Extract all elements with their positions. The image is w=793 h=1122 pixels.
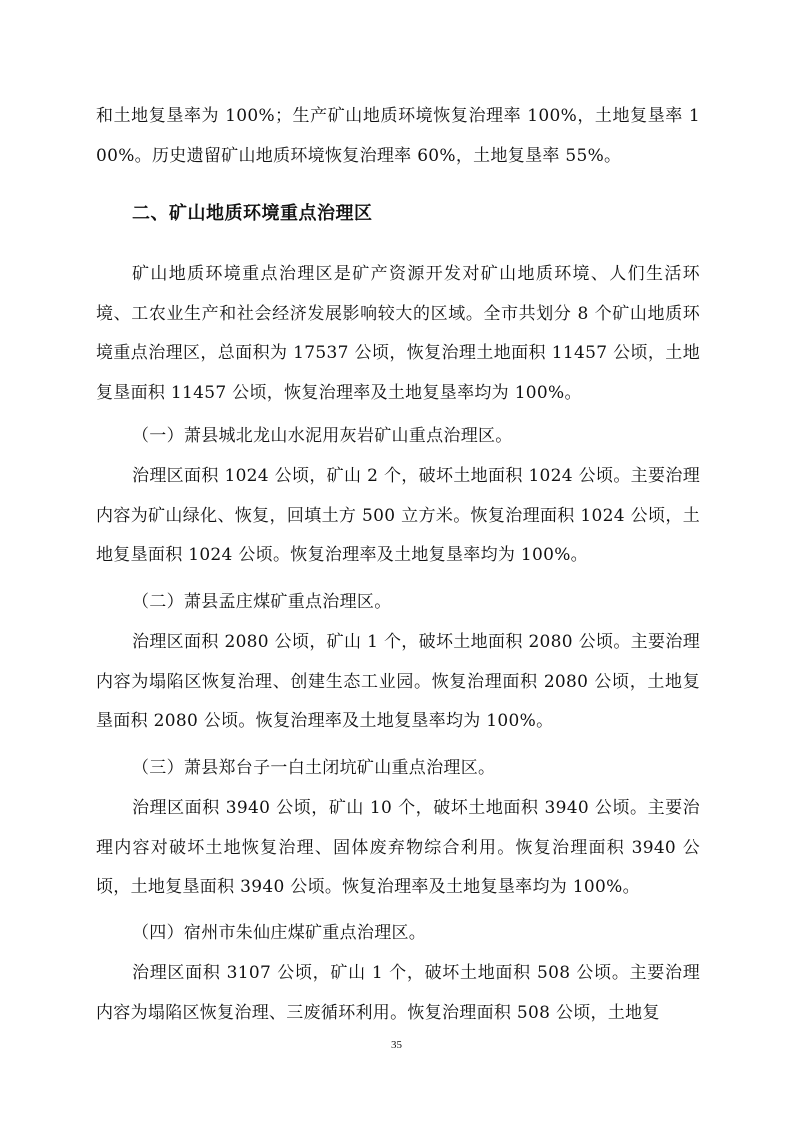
zone-body-3	[96, 789, 700, 908]
page-number: 35	[391, 1039, 402, 1051]
zone-title-2: （二）萧县孟庄煤矿重点治理区。	[132, 592, 392, 612]
zone-body-2	[96, 623, 700, 742]
paragraph-text: 矿山地质环境重点治理区是矿产资源开发对矿山地质环境、人们生活环境、工农业生产和社会经济发展影响较大的区域。全市共划分 8 个矿山地质环境重点治理区，总面积为 17537 公顷，恢复治理土地面积 11457 公顷，土地复垦面积 11457 公顷，恢复治理率及土地复垦率均为 100%。	[96, 264, 700, 403]
paragraph-text: 治理区面积 3107 公顷，矿山 1 个，破坏土地面积 508 公顷。主要治理内容为塌陷区恢复治理、三废循环利用。恢复治理面积 508 公顷，土地复	[96, 963, 700, 1023]
intro-paragraph	[96, 255, 700, 413]
continuation-paragraph	[96, 97, 700, 176]
zone-title-1: （一）萧县城北龙山水泥用灰岩矿山重点治理区。	[132, 426, 513, 446]
section-heading: 二、矿山地质环境重点治理区	[132, 203, 373, 224]
zone-body-4	[96, 954, 700, 1033]
paragraph-text: 治理区面积 3940 公顷，矿山 10 个，破坏土地面积 3940 公顷。主要治理内容对破坏土地恢复治理、固体废弃物综合利用。恢复治理面积 3940 公顷，土地复垦面积 3940 公顷。恢复治理率及土地复垦率均为 100%。	[96, 798, 700, 897]
zone-title-3: （三）萧县郑台子一白土闭坑矿山重点治理区。	[132, 758, 496, 778]
zone-title-4: （四）宿州市朱仙庄煤矿重点治理区。	[132, 923, 427, 943]
zone-body-1	[96, 457, 700, 576]
paragraph-text: 治理区面积 1024 公顷，矿山 2 个，破坏土地面积 1024 公顷。主要治理内容为矿山绿化、恢复，回填土方 500 立方米。恢复治理面积 1024 公顷，土地复垦面积 1024 公顷。恢复治理率及土地复垦率均为 100%。	[96, 466, 700, 565]
paragraph-text: 和土地复垦率为 100%；生产矿山地质环境恢复治理率 100%，土地复垦率 100%。历史遗留矿山地质环境恢复治理率 60%，土地复垦率 55%。	[96, 106, 700, 166]
paragraph-text: 治理区面积 2080 公顷，矿山 1 个，破坏土地面积 2080 公顷。主要治理内容为塌陷区恢复治理、创建生态工业园。恢复治理面积 2080 公顷，土地复垦面积 2080 公顷。恢复治理率及土地复垦率均为 100%。	[96, 632, 700, 731]
